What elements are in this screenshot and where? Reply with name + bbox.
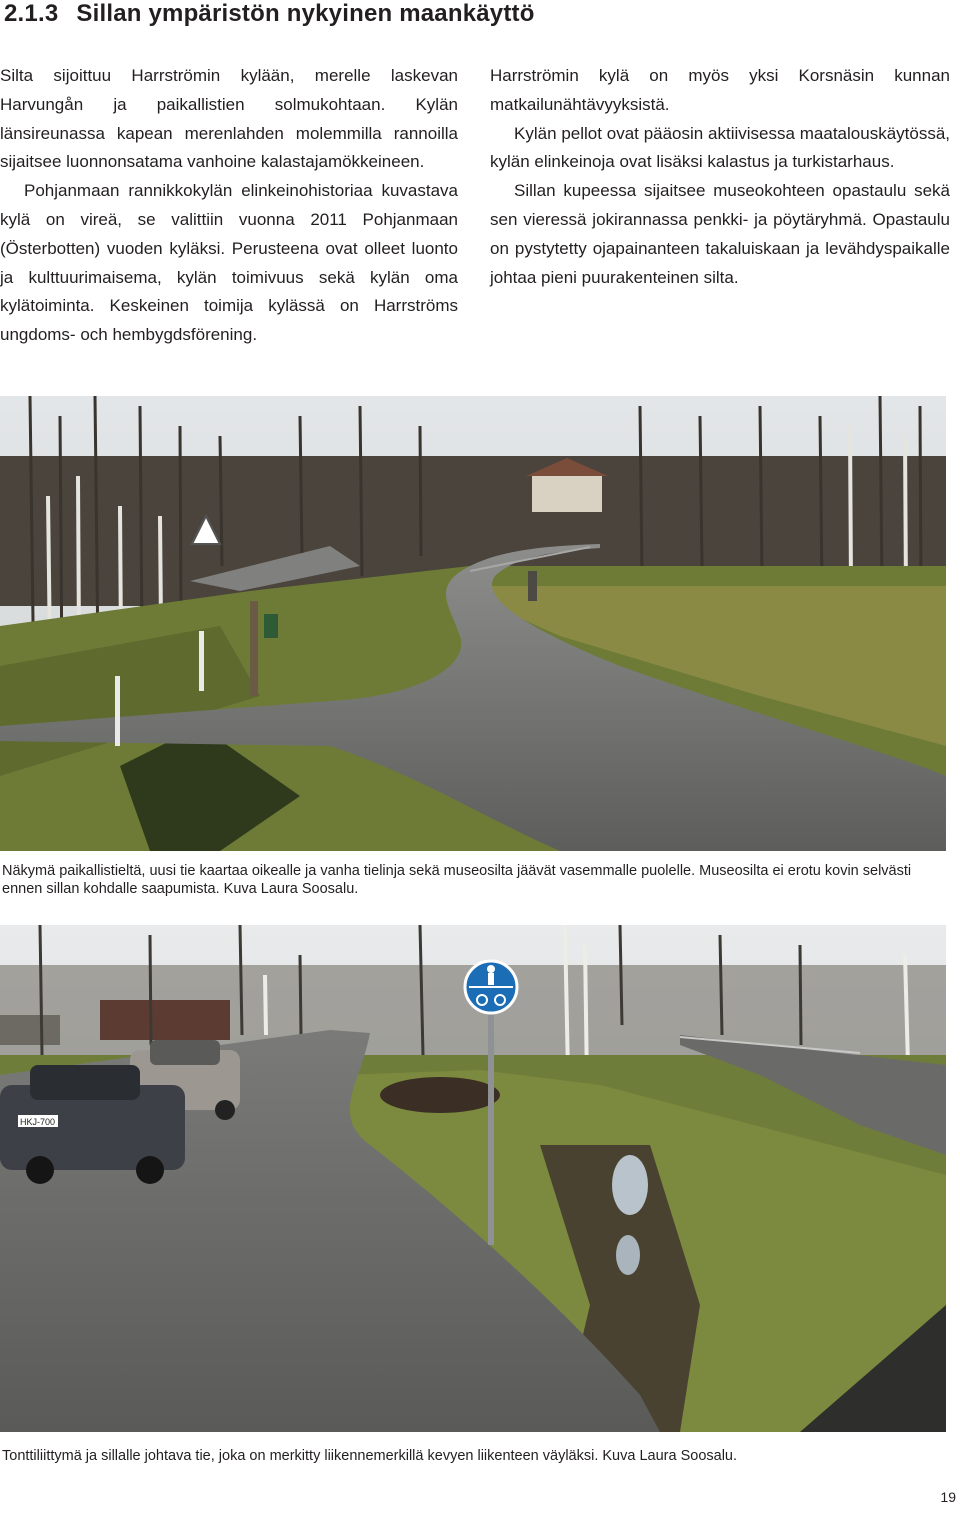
driveway-photo	[0, 925, 946, 1432]
section-heading	[4, 0, 535, 28]
paragraph: Kylän pellot ovat pääosin aktiivisessa maatalouskäytössä, kylän elinkeinoja ovat lisäksi kalastus ja turkistarhaus.	[490, 123, 950, 172]
paragraph: Silta sijoittuu Harrströmin kylään, merelle laskevan Harvungån ja paikallistien solmukohtaan. Kylän länsireunassa kapean merenlahden molemmilla rannoilla sijaitsee luonnonsatama vanhoine kalastajamökkeineen.	[0, 66, 458, 172]
left-text-column	[0, 62, 458, 350]
right-text-column	[490, 62, 950, 292]
section-number: 2.1.3	[4, 0, 59, 27]
section-title: Sillan ympäristön nykyinen maankäyttö	[76, 0, 535, 27]
page-number: 19	[940, 1489, 956, 1505]
road-view-photo	[0, 396, 946, 851]
paragraph: Pohjanmaan rannikkokylän elinkeinohistoriaa kuvastava kylä on vireä, se valittiin vuonna 2011 Pohjanmaan (Österbotten) vuoden kyläksi. Perusteena ovat olleet luonto ja kulttuurimaisema, kylän toimivuus sekä kylän oma kylätoiminta. Keskeinen toimija kylässä on Harrströms ungdoms- och hembygdsförening.	[0, 181, 458, 345]
figure-caption: Näkymä paikallistieltä, uusi tie kaartaa oikealle ja vanha tielinja sekä museosilta jäävät vasemmalle puolelle. Museosilta ei erotu kovin selvästi ennen sillan kohdalle saapumista. Kuva Laura Soosalu.	[2, 863, 912, 897]
car-plate: HKJ-700	[20, 1117, 56, 1127]
paragraph: Sillan kupeessa sijaitsee museokohteen opastaulu sekä sen vieressä jokirannassa penkki- ja pöytäryhmä. Opastaulu on pystytetty ojapainanteen takaluiskaan ja levähdyspaikalle johtaa pieni puurakenteinen silta.	[490, 181, 950, 287]
paragraph: Harrströmin kylä on myös yksi Korsnäsin kunnan matkailunähtävyyksistä.	[490, 66, 950, 114]
figure-caption: Tonttiliittymä ja sillalle johtava tie, joka on merkitty liikennemerkillä kevyen liikenteen väyläksi. Kuva Laura Soosalu.	[2, 1448, 738, 1464]
